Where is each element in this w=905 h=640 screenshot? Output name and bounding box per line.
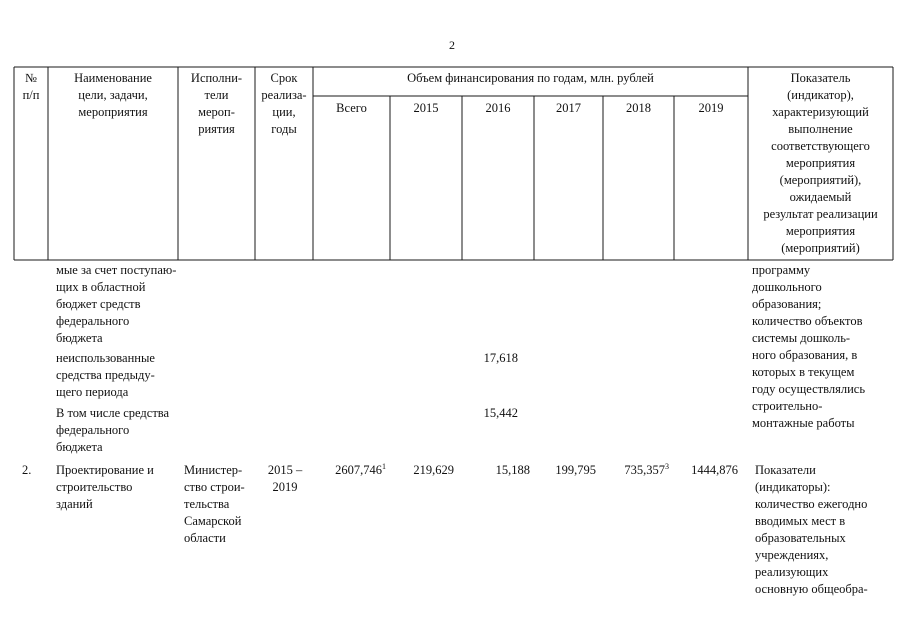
row2-term bbox=[257, 462, 313, 496]
text-line: которых в текущем bbox=[752, 365, 855, 379]
header-indicator-line: результат реализации bbox=[763, 207, 878, 221]
header-year-2015: 2015 bbox=[413, 101, 439, 115]
text-line: щих в областной bbox=[56, 280, 146, 294]
header-name-line: цели, задачи, bbox=[78, 88, 148, 102]
header-no-line: № bbox=[25, 71, 37, 85]
row2-2016: 15,188 bbox=[495, 463, 530, 477]
header-indicator-line: (мероприятий), bbox=[779, 173, 862, 187]
text-line: образования; bbox=[752, 297, 822, 311]
header-executor-line: мероп- bbox=[198, 105, 235, 119]
header-indicator-line: характеризующий bbox=[772, 105, 869, 119]
value-2016-federal: 15,442 bbox=[483, 406, 518, 420]
continuation-indicator bbox=[752, 262, 865, 432]
text-line: Показатели bbox=[755, 463, 816, 477]
header-term-line: ции, bbox=[272, 105, 296, 119]
row2-number: 2. bbox=[22, 463, 32, 477]
text-line: реализующих bbox=[755, 565, 829, 579]
header-term-line: годы bbox=[271, 122, 297, 136]
text-line: средства предыду- bbox=[56, 368, 155, 382]
row2-2017: 199,795 bbox=[555, 463, 596, 477]
text-line: ство строи- bbox=[184, 480, 245, 494]
text-line: образовательных bbox=[755, 531, 846, 545]
header-indicator-line: мероприятия bbox=[785, 224, 856, 238]
value-2016-unused: 17,618 bbox=[483, 351, 518, 365]
header-year-2017: 2017 bbox=[556, 101, 581, 115]
header-term-line: Срок bbox=[270, 71, 298, 85]
text-line: основную общеобра- bbox=[755, 582, 868, 596]
text-line: Проектирование и bbox=[56, 463, 154, 477]
text-line: году осуществлялись bbox=[752, 382, 866, 396]
header-year-total: Всего bbox=[336, 101, 367, 115]
text-line: строительство bbox=[56, 480, 133, 494]
row2-2015: 219,629 bbox=[413, 463, 454, 477]
text-line: тельства bbox=[184, 497, 230, 511]
text-line: мые за счет поступаю- bbox=[56, 263, 177, 277]
header-indicator-line: (мероприятий) bbox=[781, 241, 860, 255]
row2-2018 bbox=[603, 462, 669, 479]
text-line: В том числе средства bbox=[56, 406, 170, 420]
header-no-line: п/п bbox=[22, 88, 40, 102]
row2-indicator bbox=[755, 462, 868, 598]
text-line: количество объектов bbox=[752, 314, 863, 328]
text-line: строительно- bbox=[752, 399, 823, 413]
header-executor-line: риятия bbox=[198, 122, 235, 136]
footnote-mark: 3 bbox=[665, 461, 669, 471]
header-executor bbox=[178, 70, 255, 138]
text-line: вводимых мест в bbox=[755, 514, 846, 528]
text-line: бюджета bbox=[56, 440, 103, 454]
row2-total bbox=[313, 462, 386, 479]
text-line: бюджета bbox=[56, 331, 103, 345]
text-line: 2015 – bbox=[267, 463, 303, 477]
text-line: 2019 bbox=[272, 480, 298, 494]
text-line: области bbox=[184, 531, 226, 545]
text-line: учреждениях, bbox=[755, 548, 829, 562]
header-name bbox=[48, 70, 178, 121]
text-line: неиспользованные bbox=[56, 351, 155, 365]
text-line: ного образования, в bbox=[752, 348, 858, 362]
header-name-line: Наименование bbox=[74, 71, 152, 85]
header-indicator-line: ожидаемый bbox=[789, 190, 852, 204]
header-executor-line: тели bbox=[204, 88, 229, 102]
header-name-line: мероприятия bbox=[78, 105, 148, 119]
text-line: зданий bbox=[56, 497, 93, 511]
header-indicator-line: мероприятия bbox=[785, 156, 856, 170]
header-indicator bbox=[748, 70, 893, 257]
continuation-name-1 bbox=[56, 262, 176, 347]
text-line: (индикаторы): bbox=[755, 480, 831, 494]
header-indicator-line: Показатель bbox=[790, 71, 851, 85]
text-line: Самарской bbox=[184, 514, 242, 528]
row2-2018-value: 735,357 bbox=[624, 463, 665, 477]
header-no bbox=[14, 70, 48, 104]
text-line: федерального bbox=[56, 423, 130, 437]
header-year-2018: 2018 bbox=[626, 101, 651, 115]
header-indicator-line: выполнение bbox=[788, 122, 853, 136]
header-funding-title: Объем финансирования по годам, млн. рублей bbox=[407, 71, 654, 85]
text-line: федерального bbox=[56, 314, 130, 328]
row2-name bbox=[56, 462, 154, 513]
text-line: системы дошколь- bbox=[752, 331, 851, 345]
footnote-mark: 1 bbox=[382, 461, 386, 471]
text-line: дошкольного bbox=[752, 280, 822, 294]
row2-executor bbox=[184, 462, 245, 547]
page-number: 2 bbox=[449, 38, 455, 52]
header-year-2016: 2016 bbox=[485, 101, 511, 115]
text-line: количество ежегодно bbox=[755, 497, 868, 511]
header-term bbox=[255, 70, 313, 138]
header-term-line: реализа- bbox=[261, 88, 307, 102]
text-line: монтажные работы bbox=[752, 416, 855, 430]
header-indicator-line: (индикатор), bbox=[787, 88, 854, 102]
row2-2019: 1444,876 bbox=[691, 463, 738, 477]
text-line: бюджет средств bbox=[56, 297, 141, 311]
continuation-name-3 bbox=[56, 405, 169, 456]
header-executor-line: Исполни- bbox=[190, 71, 243, 85]
text-line: программу bbox=[752, 263, 811, 277]
header-indicator-line: соответствующего bbox=[771, 139, 870, 153]
text-line: щего периода bbox=[56, 385, 129, 399]
row2-total-value: 2607,746 bbox=[335, 463, 382, 477]
header-year-2019: 2019 bbox=[698, 101, 724, 115]
continuation-name-2 bbox=[56, 350, 155, 401]
text-line: Министер- bbox=[184, 463, 243, 477]
